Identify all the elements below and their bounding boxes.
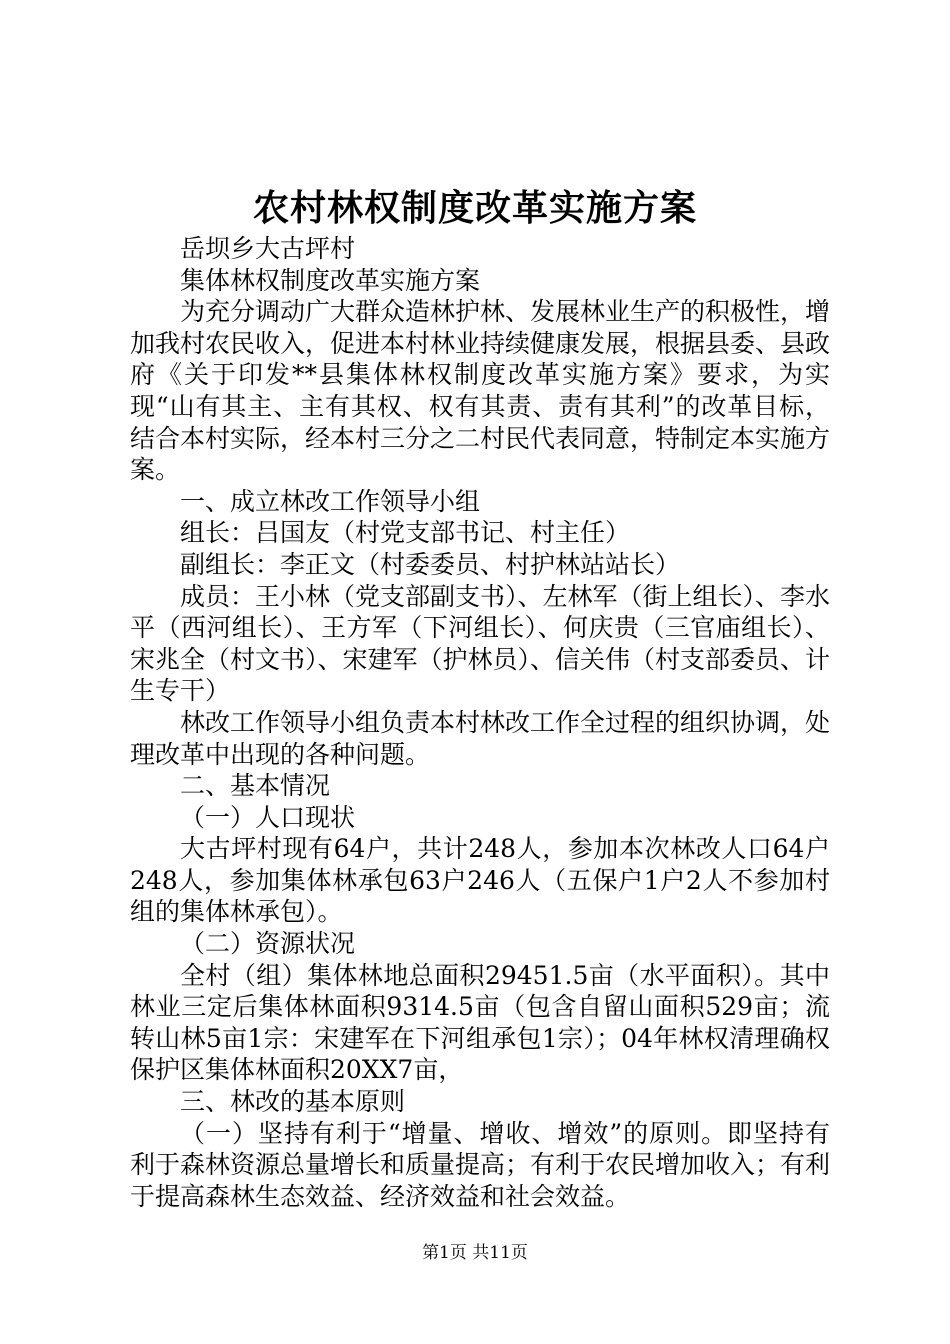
paragraph-resources: 全村（组）集体林地总面积29451.5亩（水平面积）。其中林业三定后集体林面积9314.5亩（包含自留山面积529亩；流转山林5亩1宗：宋建军在下河组承包1宗）；04年林权清理确权保护区集体林面积20XX7亩， bbox=[130, 960, 830, 1085]
heading-section-1: 一、成立林改工作领导小组 bbox=[180, 486, 481, 516]
heading-section-3: 三、林改的基本原则 bbox=[180, 1087, 406, 1117]
heading-resources: （二）资源状况 bbox=[180, 929, 356, 959]
heading-population: （一）人口现状 bbox=[180, 802, 356, 832]
paragraph-leader: 组长：吕国友（村党支部书记、村主任） bbox=[180, 518, 631, 548]
paragraph-village: 岳坝乡大古坪村 bbox=[180, 234, 356, 263]
page-footer: 第1页 共11页 bbox=[422, 1243, 528, 1263]
paragraph-subtitle: 集体林权制度改革实施方案 bbox=[180, 265, 481, 295]
paragraph-principle-1: （一）坚持有利于“增量、增收、增效”的原则。即坚持有利于森林资源总量增长和质量提高；有利于农民增加收入；有利于提高森林生态效益、经济效益和社会效益。 bbox=[130, 1118, 831, 1211]
paragraph-group-duty: 林改工作领导小组负责本村林改工作全过程的组织协调，处理改革中出现的各种问题。 bbox=[130, 707, 831, 769]
document-title: 农村林权制度改革实施方案 bbox=[252, 187, 697, 229]
paragraph-intro: 为充分调动广大群众造林护林、发展林业生产的积极性，增加我村农民收入，促进本村林业持续健康发展，根据县委、县政府《关于印发**县集体林权制度改革实施方案》要求，为实现“山有其主、主有其权、权有其责、责有其利”的改革目标，结合本村实际，经本村三分之二村民代表同意，特制定本实施方案。 bbox=[130, 297, 831, 485]
paragraph-members: 成员：王小林（党支部副支书）、左林军（街上组长）、李水平（西河组长）、王方军（下河组长）、何庆贵（三官庙组长）、宋兆全（村文书）、宋建军（护林员）、信关伟（村支部委员、计生专干） bbox=[130, 581, 831, 706]
heading-section-2: 二、基本情况 bbox=[180, 771, 331, 801]
document-body bbox=[130, 233, 830, 1212]
paragraph-population: 大古坪村现有64户，共计248人，参加本次林改人口64户248人，参加集体林承包63户246人（五保户1户2人不参加村组的集体林承包）。 bbox=[130, 834, 830, 927]
paragraph-deputy-leader: 副组长：李正文（村委委员、村护林站站长） bbox=[180, 549, 681, 579]
